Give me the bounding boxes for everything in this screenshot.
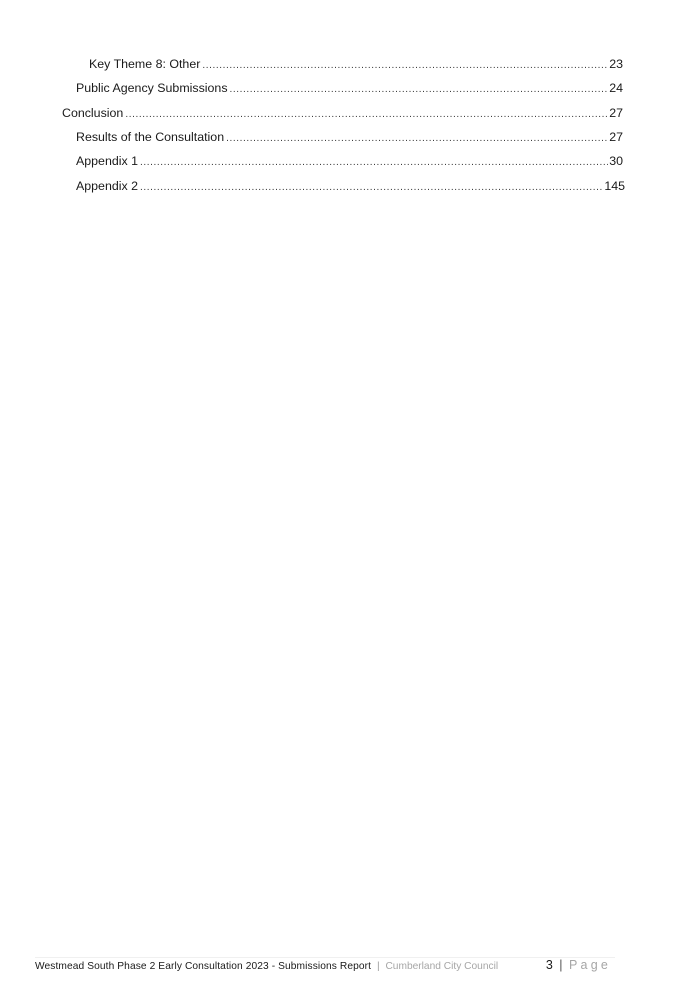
toc-entry-label: Conclusion (62, 106, 124, 120)
toc-entry-label: Appendix 1 (76, 154, 139, 168)
toc-dot-leader (226, 129, 608, 149)
footer-organisation: Cumberland City Council (385, 961, 499, 972)
page-footer (35, 957, 615, 976)
toc-entry-label: Public Agency Submissions (76, 81, 228, 95)
toc-entry-label: Key Theme 8: Other (89, 57, 201, 71)
toc-dot-leader (125, 105, 608, 125)
toc-page-number: 145 (604, 179, 625, 193)
toc-dot-leader (230, 80, 609, 100)
toc-page-number: 23 (609, 57, 623, 71)
toc-dot-leader (202, 56, 608, 76)
toc-entry-results-of-the-consultation[interactable] (76, 127, 623, 147)
footer-separator: | (376, 961, 380, 972)
toc-entry-label: Appendix 2 (76, 179, 139, 193)
toc-page-number: 27 (609, 106, 623, 120)
toc-entry-conclusion[interactable] (62, 103, 623, 123)
footer-document-title: Westmead South Phase 2 Early Consultation 2023 - Submissions Report (35, 961, 372, 972)
toc-dot-leader (140, 178, 603, 198)
toc-entry-appendix-1[interactable] (76, 151, 623, 171)
toc-entry-public-agency-submissions[interactable] (76, 78, 623, 98)
toc-page-number: 27 (609, 130, 623, 144)
toc-entry-appendix-2[interactable] (76, 176, 625, 196)
toc-page-number: 24 (609, 81, 623, 95)
toc-entry-label: Results of the Consultation (76, 130, 225, 144)
footer-page-word: Page (569, 958, 611, 972)
toc-page-number: 30 (609, 154, 623, 168)
footer-page-info (546, 956, 611, 974)
footer-page-number: 3 (545, 958, 553, 972)
toc-entry-key-theme-8[interactable] (89, 54, 623, 74)
toc-dot-leader (140, 153, 608, 173)
footer-page-separator: | (559, 958, 563, 972)
